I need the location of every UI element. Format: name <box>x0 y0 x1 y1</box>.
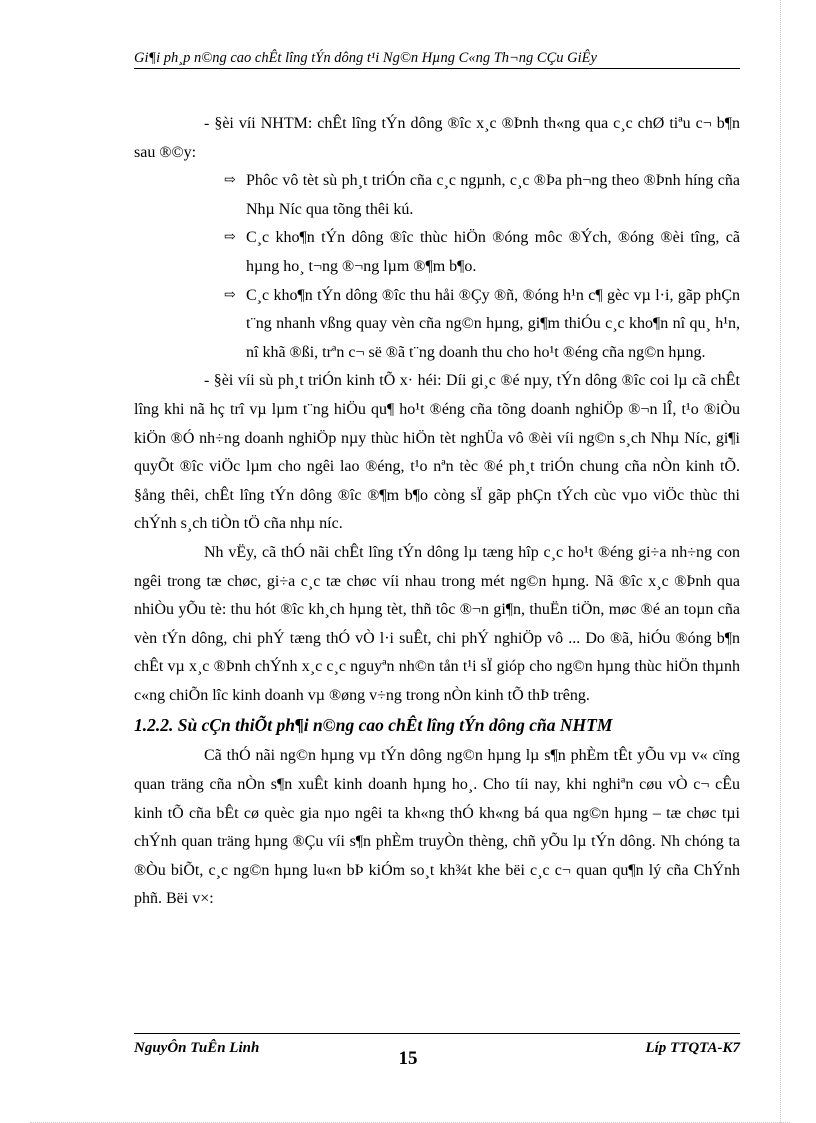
paragraph-socioeconomic: - §èi víi sù ph¸t triÓn kinh tÕ x· héi: Díi gi¸c ®é nµy, tÝn dông ®îc coi lµ cã chÊt lîng khi nã hç trî vµ lµm t¨ng hiÖu qu¶ ho¹t ®éng cña tõng doanh nghiÖp ®¬n lÎ, t¹o ®iÒu kiÖn ®Ó nh÷ng doanh nghiÖp nµy thùc hiÖn tèt nghÜa vô ®èi víi ng©n s¸ch Nhµ Níc, gi¶i quyÕt ®îc viÖc lµm cho ngêi lao ®éng, t¹o nªn tèc ®é ph¸t triÓn chung cña nÒn kinh tÕ. §ång thêi, chÊt lîng tÝn dông ®îc ®¶m b¶o còng sÏ gãp phÇn tÝch cùc vµo viÖc thùc thi chÝnh s¸ch tiÒn tÖ cña nhµ níc. <box>134 372 740 533</box>
author-name: NguyÔn TuÊn Linh <box>134 1040 260 1056</box>
list-item <box>224 282 740 368</box>
arrow-right-outline-icon: ⇨ <box>224 173 236 189</box>
running-header: Gi¶i ph¸p n©ng cao chÊt lîng tÝn dông t¹i Ng©n Hµng C«ng Th¬ng CÇu GiÊy <box>134 50 597 66</box>
section-heading: 1.2.2. Sù cÇn thiÕt ph¶i n©ng cao chÊt lîng tÝn dông cña NHTM <box>134 715 613 736</box>
paragraph-necessity: Cã thÓ nãi ng©n hµng vµ tÝn dông ng©n hµng lµ s¶n phÈm tÊt yÕu vµ v« cïng quan träng cña nÒn s¶n xuÊt kinh doanh hµng ho¸. Cho tíi nay, khi nghiªn cøu vÒ c¬ cÊu kinh tÕ cña bÊt cø quèc gia nµo ngêi ta kh«ng thÓ kh«ng bá qua ng©n hµng – tæ chøc tµi chÝnh quan träng hµng ®Çu víi s¶n phÈm truyÒn thèng, chñ yÕu lµ tÝn dông. Nh chóng ta ®Òu biÕt, c¸c ng©n hµng lu«n bÞ kiÓm so¸t kh¾t khe bëi c¸c c¬ quan qu¶n lý cña ChÝnh phñ. Bëi v×: <box>134 747 740 908</box>
list-item-text: Phôc vô tèt sù ph¸t triÓn cña c¸c ngµnh, c¸c ®Þa ph¬ng theo ®Þnh híng cña Nhµ Níc qua tõng thêi kú. <box>246 172 740 218</box>
criteria-list <box>224 167 740 367</box>
body-text <box>134 110 740 914</box>
footer-rule <box>134 1033 740 1034</box>
paragraph-bank-criteria: - §èi víi NHTM: chÊt lîng tÝn dông ®îc x¸c ®Þnh th«ng qua c¸c chØ tiªu c¬ b¶n sau ®©y: <box>134 115 740 161</box>
class-label: Líp TTQTA-K7 <box>645 1040 740 1056</box>
arrow-right-outline-icon: ⇨ <box>224 230 236 246</box>
arrow-right-outline-icon: ⇨ <box>224 287 236 303</box>
page-number: 15 <box>398 1048 418 1069</box>
paragraph-summary: Nh vËy, cã thÓ nãi chÊt lîng tÝn dông lµ tæng hîp c¸c ho¹t ®éng gi÷a nh÷ng con ngêi trong tæ chøc, gi÷a c¸c tæ chøc víi nhau trong mét ng©n hµng. Nã ®îc x¸c ®Þnh qua nhiÒu yÕu tè: thu hót ®îc kh¸ch hµng tèt, thñ tôc ®¬n gi¶n, thuËn tiÖn, møc ®é an toµn cña vèn tÝn dông, chi phÝ tæng thÓ vÒ l·i suÊt, chi phÝ nghiÖp vô ... Do ®ã, hiÓu ®óng b¶n chÊt vµ x¸c ®Þnh chÝnh x¸c c¸c nguyªn nh©n tån t¹i sÏ gióp cho ng©n hµng thùc hiÖn thµnh c«ng chiÕn lîc kinh doanh vµ ®øng v÷ng trong nÒn kinh tÕ thÞ trêng. <box>134 543 740 704</box>
header-rule <box>134 68 740 69</box>
page-edge-guide <box>780 0 781 1123</box>
list-item-text: C¸c kho¶n tÝn dông ®îc thu håi ®Çy ®ñ, ®óng h¹n c¶ gèc vµ l·i, gãp phÇn t¨ng nhanh vßng quay vèn cña ng©n hµng, gi¶m thiÓu c¸c kho¶n nî qu¸ h¹n, nî khã ®ßi, trªn c¬ së ®ã t¨ng doanh thu cho ho¹t ®éng cña ng©n hµng. <box>246 286 740 361</box>
list-item <box>224 167 740 224</box>
list-item <box>224 224 740 281</box>
list-item-text: C¸c kho¶n tÝn dông ®îc thùc hiÖn ®óng môc ®Ých, ®óng ®èi tîng, cã hµng ho¸ t¬ng ®¬ng lµm ®¶m b¶o. <box>246 229 740 275</box>
